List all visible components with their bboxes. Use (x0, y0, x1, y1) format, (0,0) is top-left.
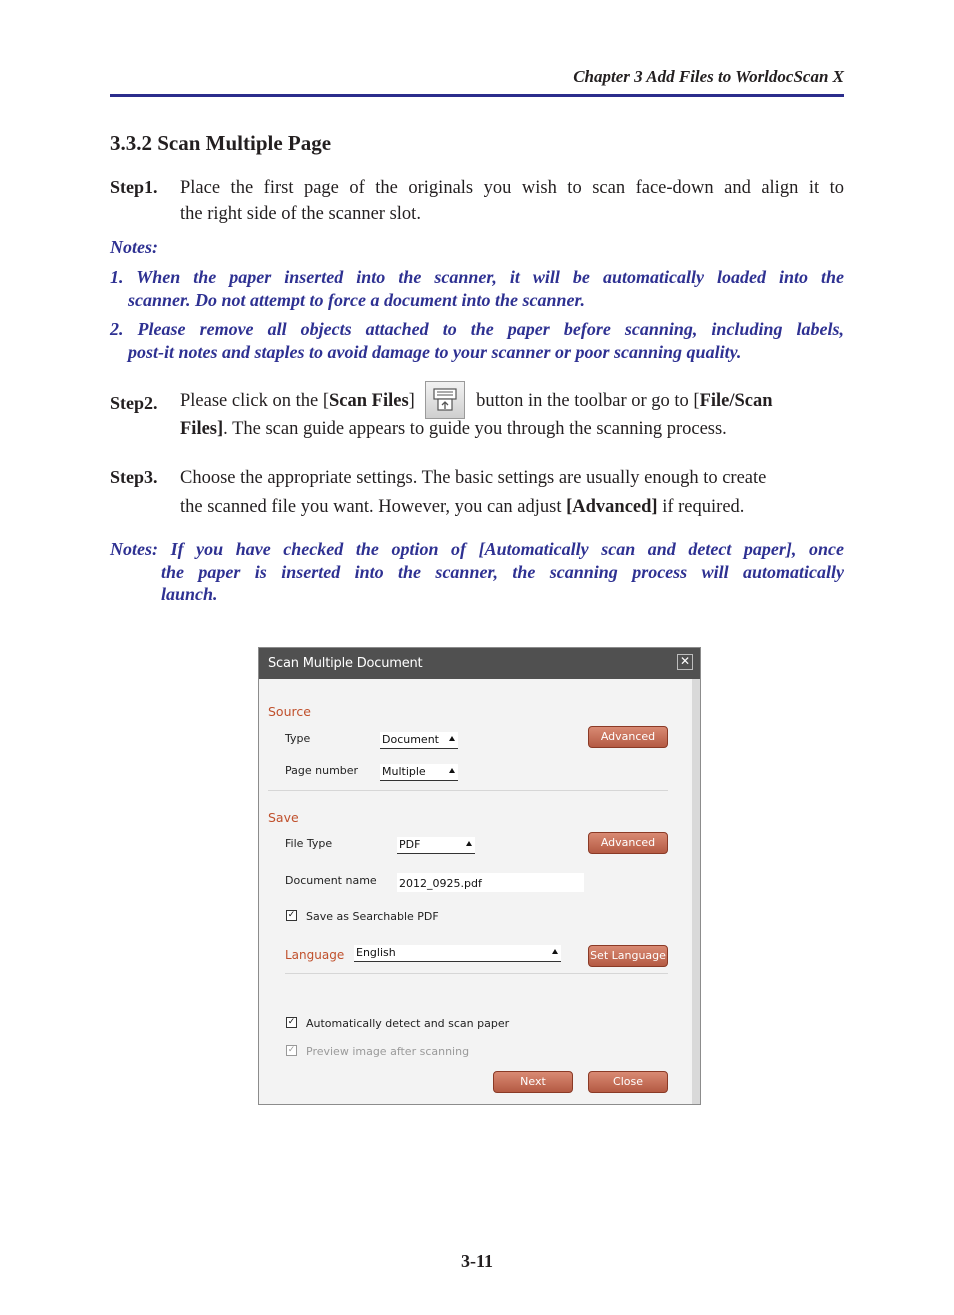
step1-line2: the right side of the scanner slot. (180, 204, 421, 224)
auto-detect-checkbox[interactable]: ✓ (287, 1017, 296, 1027)
set-language-button[interactable]: Set Language (588, 945, 668, 967)
document-name-label: Document name (285, 874, 377, 887)
file-type-select[interactable] (397, 837, 475, 854)
step1-label: Step1. (110, 177, 158, 197)
file-type-label: File Type (285, 837, 333, 850)
notes-b-line1: Notes: If you have checked the option of [Automatically scan and detect paper], once (110, 539, 844, 559)
step2-line1 (180, 381, 844, 419)
source-advanced-button[interactable]: Advanced (588, 726, 668, 748)
page-number: 3-11 (460, 1251, 493, 1271)
section-divider (268, 790, 668, 791)
searchable-pdf-checkbox[interactable]: ✓ (287, 910, 296, 920)
dropdown-arrow-icon (449, 768, 455, 773)
notes-b-line3: launch. (161, 584, 218, 604)
save-heading: Save (268, 810, 299, 825)
step3-line2 (180, 494, 844, 520)
note2-line1: 2. Please remove all objects attached to the paper before scanning, including labels, (110, 319, 844, 339)
scan-files-bold: Scan Files (328, 391, 409, 411)
step2-pre: Please click on the [ (180, 391, 329, 411)
step1-line1: Place the first page of the originals you wish to scan face-down and align it to (180, 178, 844, 198)
note1-line2: scanner. Do not attempt to force a document into the scanner. (128, 290, 586, 310)
save-advanced-button[interactable]: Advanced (588, 832, 668, 854)
step2-label: Step2. (110, 393, 158, 413)
searchable-pdf-label: Save as Searchable PDF (306, 910, 439, 923)
files-bold: Files] (180, 419, 224, 439)
close-button[interactable]: Close (588, 1071, 668, 1093)
source-heading: Source (268, 704, 311, 719)
step3-label: Step3. (110, 467, 158, 487)
section-divider (285, 973, 668, 974)
scan-files-icon (425, 381, 465, 419)
advanced-bold: [Advanced] (566, 497, 658, 517)
step2-post: button in the toolbar or go to [ (471, 391, 700, 411)
preview-checkbox[interactable]: ✓ (287, 1045, 296, 1055)
step2-line2 (180, 416, 844, 442)
close-icon[interactable]: ✕ (677, 654, 693, 670)
type-value: Document (382, 733, 439, 746)
dropdown-arrow-icon (449, 736, 455, 741)
notes-b-line2: the paper is inserted into the scanner, the scanning process will automatically (161, 562, 844, 582)
page-number-select[interactable] (380, 764, 458, 781)
dropdown-arrow-icon (466, 841, 472, 846)
language-select[interactable] (354, 945, 561, 962)
step3-line2-post: if required. (657, 497, 745, 517)
header-divider (110, 94, 844, 97)
step2-mid: ] (408, 391, 415, 411)
language-label: Language (285, 948, 345, 962)
dialog-scrollbar[interactable] (692, 679, 700, 1104)
file-type-value: PDF (399, 838, 421, 851)
document-name-input[interactable] (397, 873, 584, 892)
file-scan-bold: File/Scan (699, 391, 773, 411)
dropdown-arrow-icon (552, 949, 558, 954)
dialog-body (259, 679, 692, 1104)
note2-line2: post-it notes and staples to avoid damage to your scanner or poor scanning quality. (128, 342, 742, 362)
step3-line1: Choose the appropriate settings. The basic settings are usually enough to create (180, 468, 767, 488)
preview-label: Preview image after scanning (306, 1045, 470, 1058)
chapter-header: Chapter 3 Add Files to WorldocScan X (573, 67, 844, 86)
type-select[interactable] (380, 732, 458, 749)
dialog-titlebar (259, 648, 700, 679)
page-number-label: Page number (285, 764, 359, 777)
scan-multiple-document-dialog (258, 647, 701, 1105)
document-name-value: 2012_0925.pdf (399, 877, 482, 890)
step1-text (180, 175, 844, 227)
notes-heading: Notes: (110, 237, 158, 257)
section-title: 3.3.2 Scan Multiple Page (110, 131, 332, 155)
note1-line1: 1. When the paper inserted into the scanner, it will be automatically loaded into the (110, 267, 844, 287)
auto-detect-label: Automatically detect and scan paper (306, 1017, 510, 1030)
step2-line2-text: . The scan guide appears to guide you through the scanning process. (223, 419, 727, 439)
step3-line2-pre: the scanned file you want. However, you can adjust (180, 497, 567, 517)
language-value: English (356, 946, 396, 959)
next-button[interactable]: Next (493, 1071, 573, 1093)
page-number-value: Multiple (382, 765, 426, 778)
dialog-title: Scan Multiple Document (268, 656, 423, 671)
type-label: Type (285, 732, 311, 745)
